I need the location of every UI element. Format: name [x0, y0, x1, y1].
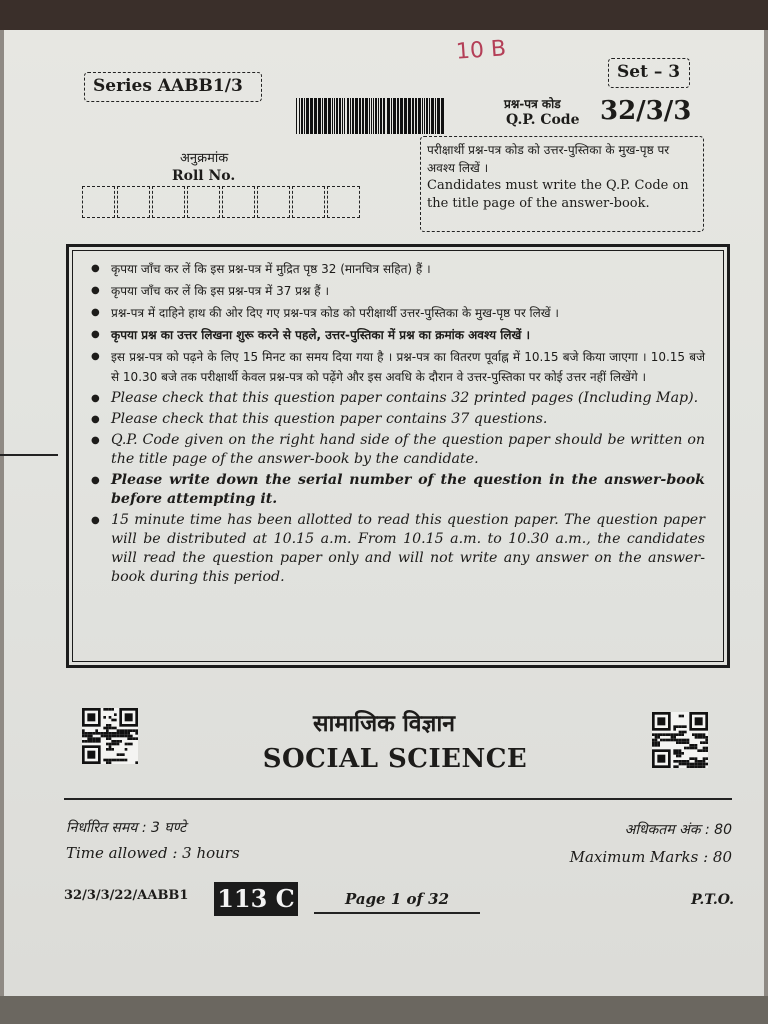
barcode-icon — [296, 98, 444, 134]
barcode-bar — [296, 98, 297, 134]
barcode-bar — [435, 98, 436, 134]
barcode-bar — [422, 98, 423, 134]
barcode-bar — [426, 98, 428, 134]
time-allowed: Time allowed : 3 hours — [66, 844, 240, 862]
barcode-bar — [324, 98, 327, 134]
barcode-bar — [387, 98, 390, 134]
barcode-bar — [373, 98, 374, 134]
subject-title: SOCIAL SCIENCE — [262, 744, 528, 774]
barcode-bar — [344, 98, 345, 134]
subject-title-hindi: सामाजिक विज्ञान — [312, 711, 456, 737]
instruction-list — [91, 259, 705, 587]
barcode-bar — [424, 98, 425, 134]
roll-number-digit-box[interactable] — [257, 186, 290, 218]
set-label: Set – 3 — [608, 58, 690, 88]
barcode-bar — [314, 98, 317, 134]
barcode-bar — [339, 98, 341, 134]
roll-number-label: Roll No. — [172, 168, 236, 184]
paper-badge: 113 C — [214, 882, 298, 916]
barcode-bar — [350, 98, 351, 134]
qp-code-label: Q.P. Code — [506, 112, 580, 128]
instruction-item: ● प्रश्न-पत्र में दाहिने हाथ की ओर दिए गए प्रश्न-पत्र कोड को परीक्षार्थी उत्तर-पुस्तिका के मुख-पृष्ठ पर लिखें । — [91, 303, 705, 323]
divider-line — [64, 798, 732, 800]
qp-code-value: 32/3/3 — [600, 96, 692, 126]
barcode-bar — [429, 98, 430, 134]
roll-number-digit-box[interactable] — [327, 186, 360, 218]
maximum-marks: Maximum Marks : 80 — [569, 848, 732, 866]
barcode-bar — [362, 98, 364, 134]
roll-number-boxes[interactable] — [82, 186, 362, 218]
barcode-bar — [352, 98, 354, 134]
barcode-bar — [359, 98, 361, 134]
barcode-bar — [369, 98, 370, 134]
barcode-bar — [322, 98, 323, 134]
barcode-bar — [418, 98, 421, 134]
roll-number-digit-box[interactable] — [187, 186, 220, 218]
barcode-bar — [437, 98, 440, 134]
instruction-item: ● कृपया प्रश्न का उत्तर लिखना शुरू करने से पहले, उत्तर-पुस्तिका में प्रश्न का क्रमांक अवश्य लिखें । — [91, 325, 705, 345]
barcode-bar — [332, 98, 333, 134]
barcode-bar — [415, 98, 417, 134]
barcode-bar — [301, 98, 303, 134]
instruction-item: ● Q.P. Code given on the right hand side of the question paper should be written on the title page of the answer-book by the candidate. — [91, 431, 705, 469]
barcode-bar — [400, 98, 403, 134]
roll-number-digit-box[interactable] — [117, 186, 150, 218]
handwritten-note: 10 B — [455, 36, 507, 65]
barcode-bar — [393, 98, 396, 134]
barcode-bar — [355, 98, 358, 134]
instruction-item: ● कृपया जाँच कर लें कि इस प्रश्न-पत्र में मुद्रित पृष्ठ 32 (मानचित्र सहित) हैं । — [91, 259, 705, 279]
roll-number-digit-box[interactable] — [292, 186, 325, 218]
instruction-item: ● 15 minute time has been allotted to read this question paper. The question paper will be distributed at 10.15 a.m. From 10.15 a.m. to 10.30 a.m., the candidates will read the question paper only and will not write any answer on the answer-book during this period. — [91, 511, 705, 587]
barcode-bar — [342, 98, 343, 134]
time-allowed-hindi: निर्धारित समय : 3 घण्टे — [66, 820, 187, 836]
please-turn-over: P.T.O. — [691, 892, 734, 908]
barcode-bar — [365, 98, 368, 134]
instruction-item: ● Please check that this question paper contains 32 printed pages (Including Map). — [91, 389, 705, 408]
roll-number-label-hindi: अनुक्रमांक — [180, 151, 229, 166]
maximum-marks-hindi: अधिकतम अंक : 80 — [624, 822, 732, 838]
paper-code: 32/3/3/22/AABB1 — [64, 888, 189, 903]
photo-background-top — [0, 0, 768, 30]
barcode-bar — [304, 98, 305, 134]
barcode-bar — [336, 98, 338, 134]
barcode-bar — [334, 98, 335, 134]
barcode-bar — [306, 98, 309, 134]
roll-number-digit-box[interactable] — [152, 186, 185, 218]
barcode-bar — [397, 98, 399, 134]
barcode-bar — [383, 98, 385, 134]
qp-code-instruction-hindi: परीक्षार्थी प्रश्न-पत्र कोड को उत्तर-पुस्तिका के मुख-पृष्ठ पर अवश्य लिखें । — [427, 143, 670, 175]
qp-code-instruction-box — [420, 136, 704, 232]
photo-background-bottom — [0, 996, 768, 1024]
instruction-item: ● इस प्रश्न-पत्र को पढ़ने के लिए 15 मिनट का समय दिया गया है । प्रश्न-पत्र का वितरण पूर्वाह्न में 10.15 बजे किया जाएगा । 10.15 बजे से 10.30 बजे तक परीक्षार्थी केवल प्रश्न-पत्र को पढ़ेंगे और इस अवधि के दौरान वे उत्तर-पुस्तिका पर कोई उत्तर नहीं लिखेंगे । — [91, 347, 705, 387]
barcode-bar — [408, 98, 411, 134]
roll-number-digit-box[interactable] — [222, 186, 255, 218]
instruction-item: ● Please check that this question paper contains 37 questions. — [91, 410, 705, 429]
qp-code-instruction-english: Candidates must write the Q.P. Code on the title page of the answer-book. — [427, 178, 689, 211]
barcode-bar — [299, 98, 300, 134]
barcode-bar — [371, 98, 372, 134]
series-label: Series AABB1/3 — [84, 72, 262, 102]
barcode-bar — [347, 98, 349, 134]
barcode-bar — [412, 98, 414, 134]
barcode-bar — [310, 98, 313, 134]
barcode-bar — [404, 98, 407, 134]
qp-code-label-hindi: प्रश्न-पत्र कोड — [504, 97, 561, 111]
barcode-bar — [441, 98, 444, 134]
margin-pen-mark — [0, 454, 58, 456]
barcode-bar — [380, 98, 382, 134]
instruction-item: ● Please write down the serial number of the question in the answer-book before attempting it. — [91, 471, 705, 509]
barcode-bar — [328, 98, 331, 134]
barcode-bar — [378, 98, 379, 134]
instruction-item: ● कृपया जाँच कर लें कि इस प्रश्न-पत्र में 37 प्रश्न हैं । — [91, 281, 705, 301]
general-instructions-box — [66, 244, 730, 668]
barcode-bar — [431, 98, 434, 134]
page-number: Page 1 of 32 — [314, 890, 480, 914]
barcode-bar — [375, 98, 377, 134]
roll-number-digit-box[interactable] — [82, 186, 115, 218]
barcode-bar — [391, 98, 392, 134]
barcode-bar — [318, 98, 321, 134]
